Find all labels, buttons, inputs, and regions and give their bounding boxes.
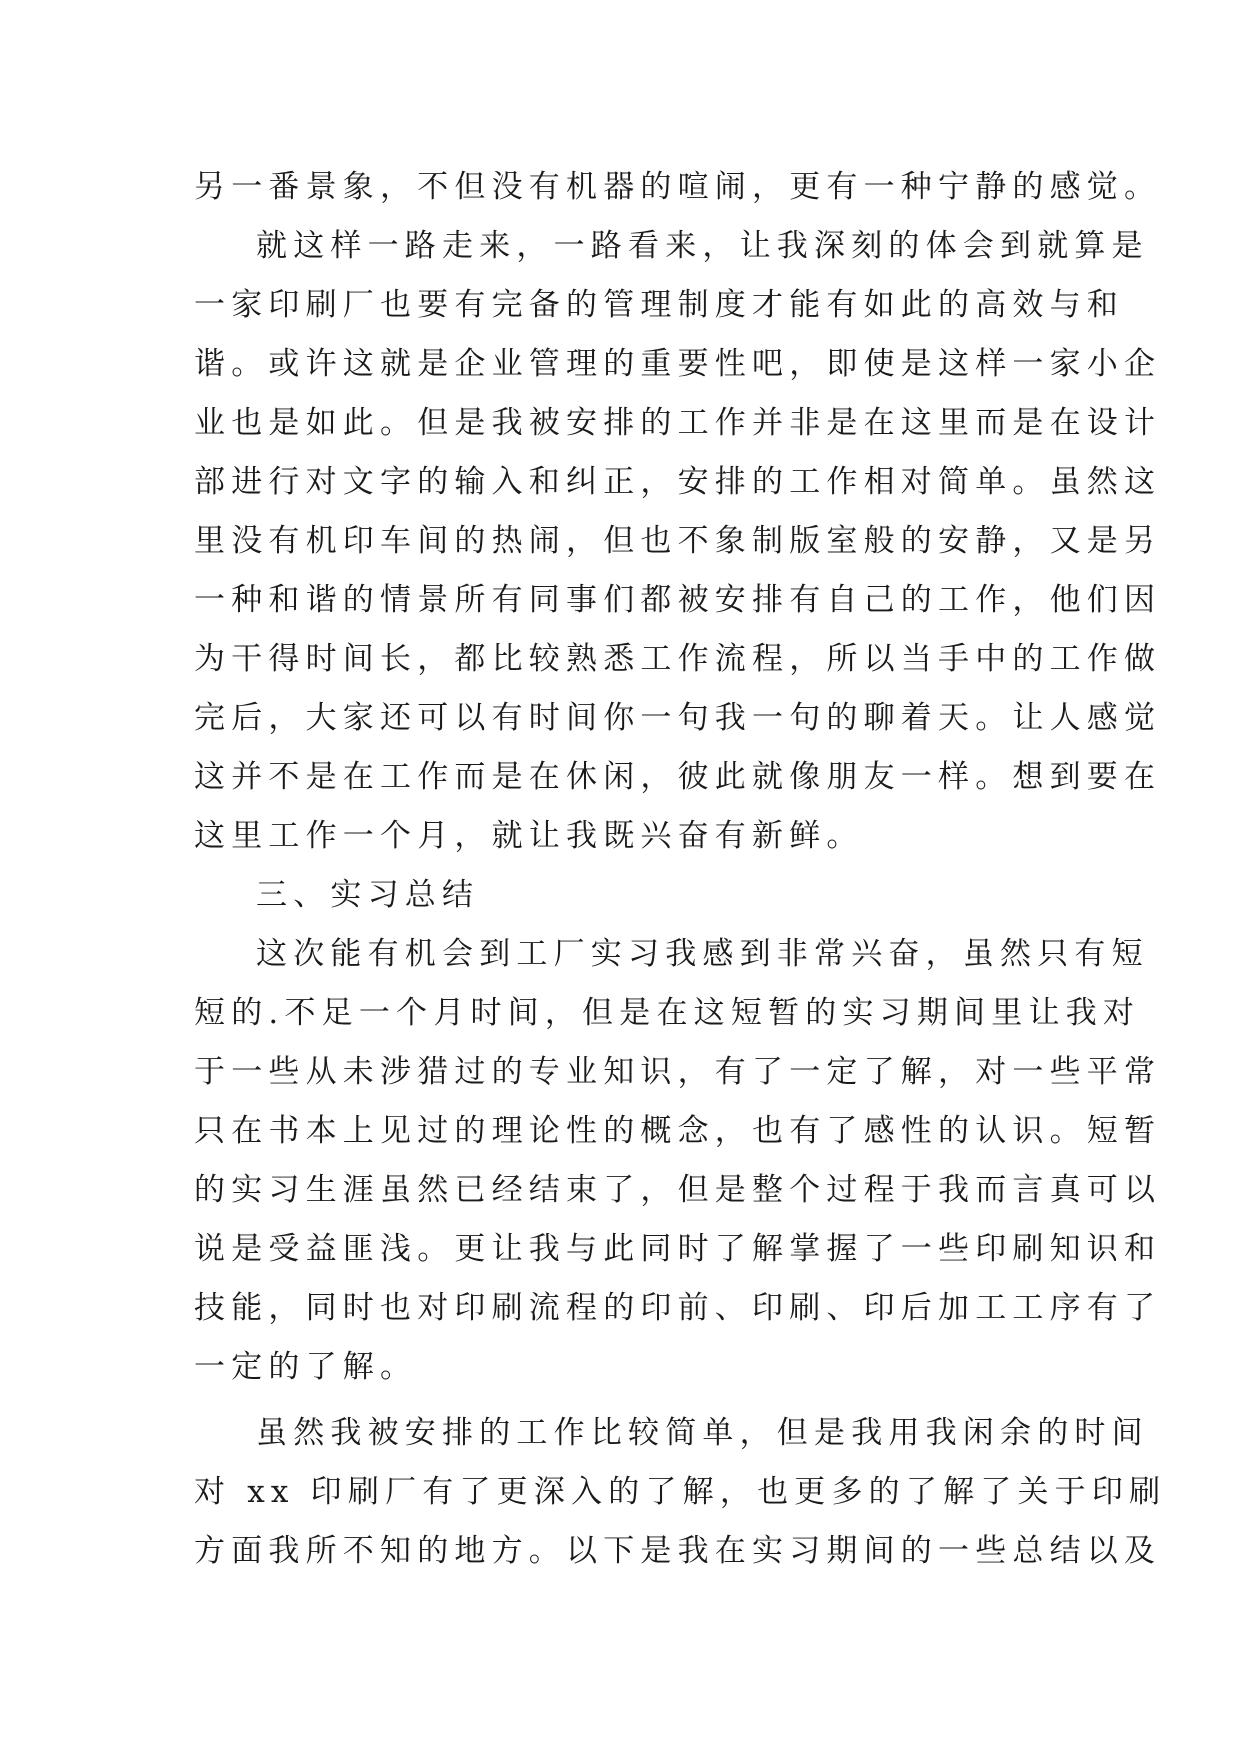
text-line: 部进行对文字的输入和纠正，安排的工作相对简单。虽然这 — [194, 464, 1162, 500]
text-line: 短的.不足一个月时间，但是在这短暂的实习期间里让我对 — [194, 995, 1141, 1031]
text-line: 只在书本上见过的理论性的概念，也有了感性的认识。短暂 — [194, 1113, 1162, 1149]
paragraph-start-line: 就这样一路走来，一路看来，让我深刻的体会到就算是 — [256, 228, 1149, 264]
text-line: 一种和谐的情景所有同事们都被安排有自己的工作，他们因 — [194, 582, 1162, 618]
text-line: 业也是如此。但是我被安排的工作并非是在这里而是在设计 — [194, 405, 1162, 441]
paragraph-start-line: 这次能有机会到工厂实习我感到非常兴奋，虽然只有短 — [256, 936, 1149, 972]
text-line: 为干得时间长，都比较熟悉工作流程，所以当手中的工作做 — [194, 641, 1162, 677]
text-line: 技能，同时也对印刷流程的印前、印刷、印后加工工序有了 — [194, 1290, 1162, 1326]
text-line: 对 xx 印刷厂有了更深入的了解，也更多的了解了关于印刷 — [194, 1474, 1167, 1510]
paragraph-start-line: 虽然我被安排的工作比较简单，但是我用我闲余的时间 — [256, 1415, 1149, 1451]
text-line: 于一些从未涉猎过的专业知识，有了一定了解，对一些平常 — [194, 1054, 1162, 1090]
text-line: 完后，大家还可以有时间你一句我一句的聊着天。让人感觉 — [194, 700, 1162, 736]
text-line: 这里工作一个月，就让我既兴奋有新鲜。 — [194, 818, 864, 854]
text-line: 的实习生涯虽然已经结束了，但是整个过程于我而言真可以 — [194, 1172, 1162, 1208]
text-line: 说是受益匪浅。更让我与此同时了解掌握了一些印刷知识和 — [194, 1231, 1162, 1267]
text-line: 里没有机印车间的热闹，但也不象制版室般的安静，又是另 — [194, 523, 1162, 559]
text-line: 一定的了解。 — [194, 1349, 418, 1385]
section-heading: 三、实习总结 — [256, 877, 480, 913]
text-line: 谐。或许这就是企业管理的重要性吧，即使是这样一家小企 — [194, 346, 1162, 382]
text-line: 一家印刷厂也要有完备的管理制度才能有如此的高效与和 — [194, 287, 1124, 323]
text-line: 另一番景象，不但没有机器的喧闹，更有一种宁静的感觉。 — [194, 169, 1162, 205]
text-line: 这并不是在工作而是在休闲，彼此就像朋友一样。想到要在 — [194, 759, 1162, 795]
text-line: 方面我所不知的地方。以下是我在实习期间的一些总结以及 — [194, 1533, 1162, 1569]
